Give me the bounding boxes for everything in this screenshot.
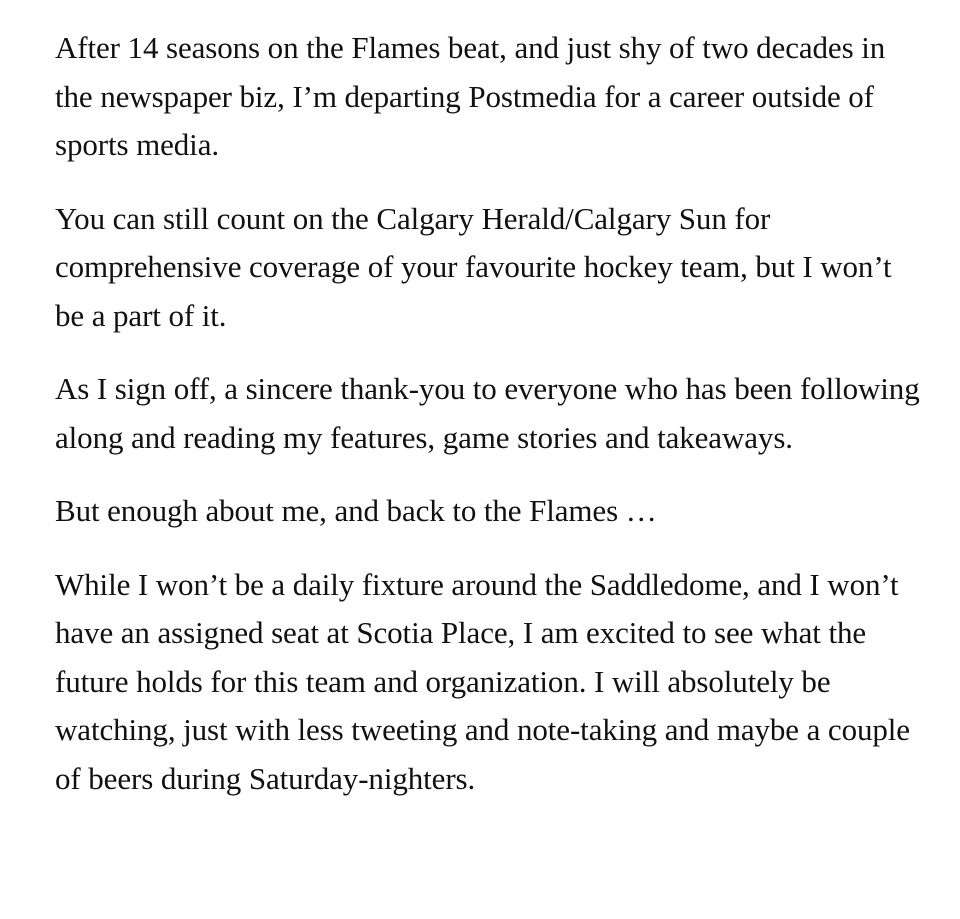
paragraph-thank-you: As I sign off, a sincere thank-you to everyone who has been following along and reading my features, game stories and takeaways. — [55, 371, 920, 455]
paragraph-back-to-flames: But enough about me, and back to the Flames … — [55, 493, 657, 528]
paragraph-departure: After 14 seasons on the Flames beat, and just shy of two decades in the newspaper biz, I’m departing Postmedia for a career outside of sports media. — [55, 30, 886, 162]
paragraph-coverage: You can still count on the Calgary Herald/Calgary Sun for comprehensive coverage of your favourite hockey team, but I won’t be a part of it. — [55, 200, 892, 333]
paragraph-future: While I won’t be a daily fixture around the Saddledome, and I won’t have an assigned seat at Scotia Place, I am excited to see what the future holds for this team and organization. I will absolutely be watching, just with less tweeting and note-taking and maybe a couple of beers during Saturday-nighters. — [55, 566, 910, 796]
